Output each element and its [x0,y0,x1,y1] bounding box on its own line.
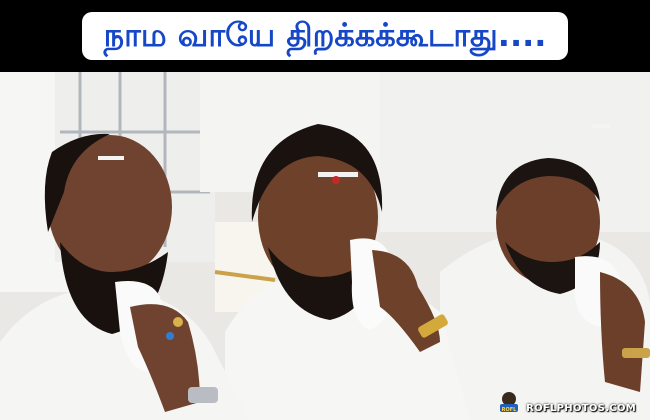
man-center-tilak [318,172,358,177]
watermark-logo-text: ROFL [501,407,517,413]
watermark-logo-icon [498,390,520,414]
watermark [498,390,636,414]
photo [0,72,650,420]
man-left-watch [188,387,218,403]
caption-pill [82,12,569,59]
man-left-ring-blue [166,332,174,340]
watermark-text: ROFLPHOTOS.COM [526,403,636,414]
man-center-kumkum [332,176,340,184]
man-left-tilak [98,156,124,160]
caption-bar [0,0,650,72]
caption-text: நாம வாயே திறக்கக்கூடாது.... [103,16,547,55]
man-right-watch [622,348,650,358]
man-left-ring-gold [173,317,183,327]
man-right-tilak [592,124,610,128]
